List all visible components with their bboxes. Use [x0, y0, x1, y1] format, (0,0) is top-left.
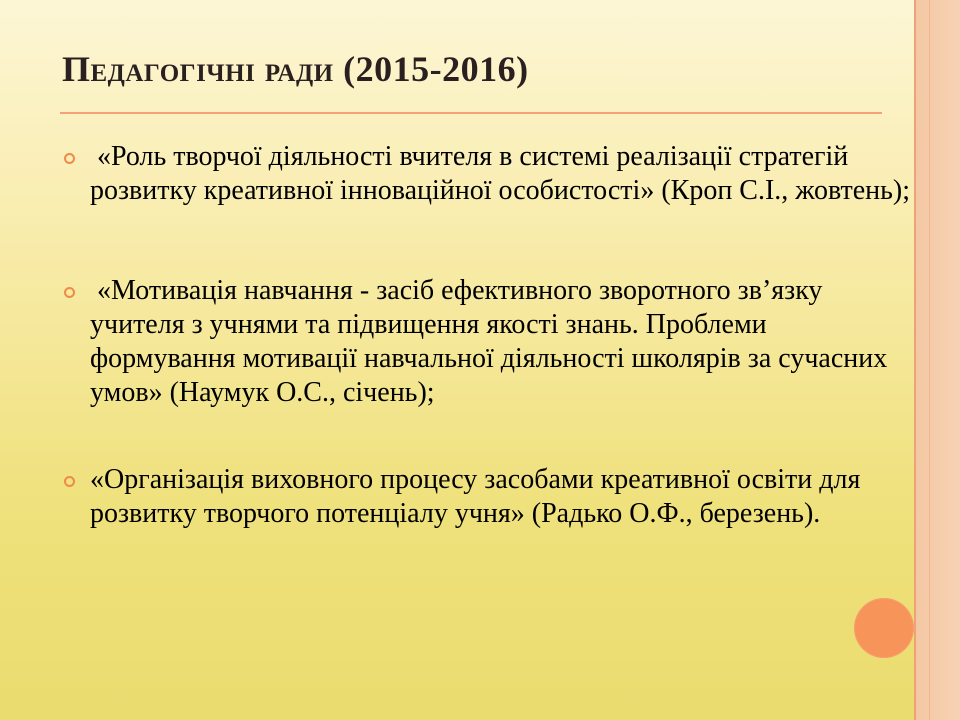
orange-circle-decoration — [854, 598, 914, 658]
slide-title — [62, 48, 529, 90]
bullet-item — [60, 274, 910, 410]
bullet-text: «Мотивація навчання - засіб ефективного зворотного зв’язку учителя з учнями та підвищення якості знань. Проблеми формування мотивації навчальної діяльності школярів за сучасних умов» (Наумук О.С., січень); — [90, 275, 895, 408]
stripe-line — [929, 0, 930, 720]
bullet-text: «Роль творчої діяльності вчителя в системі реалізації стратегій розвитку креативної інноваційної особистості» (Кроп С.І., жовтень); — [90, 141, 910, 206]
title-underline — [60, 112, 882, 114]
ring-bullet-icon — [64, 287, 75, 298]
stripe-line — [914, 0, 916, 720]
right-stripe — [916, 0, 960, 720]
ring-bullet-icon — [64, 476, 75, 487]
bullet-list — [60, 140, 910, 531]
ring-bullet-icon — [64, 153, 75, 164]
bullet-item — [60, 140, 910, 208]
slide-title-text: Педагогічні ради (2015-2016) — [62, 49, 529, 89]
bullet-item — [60, 463, 910, 531]
bullet-text: «Організація виховного процесу засобами креативної освіти для розвитку творчого потенціалу учня» (Радько О.Ф., березень). — [90, 464, 868, 529]
